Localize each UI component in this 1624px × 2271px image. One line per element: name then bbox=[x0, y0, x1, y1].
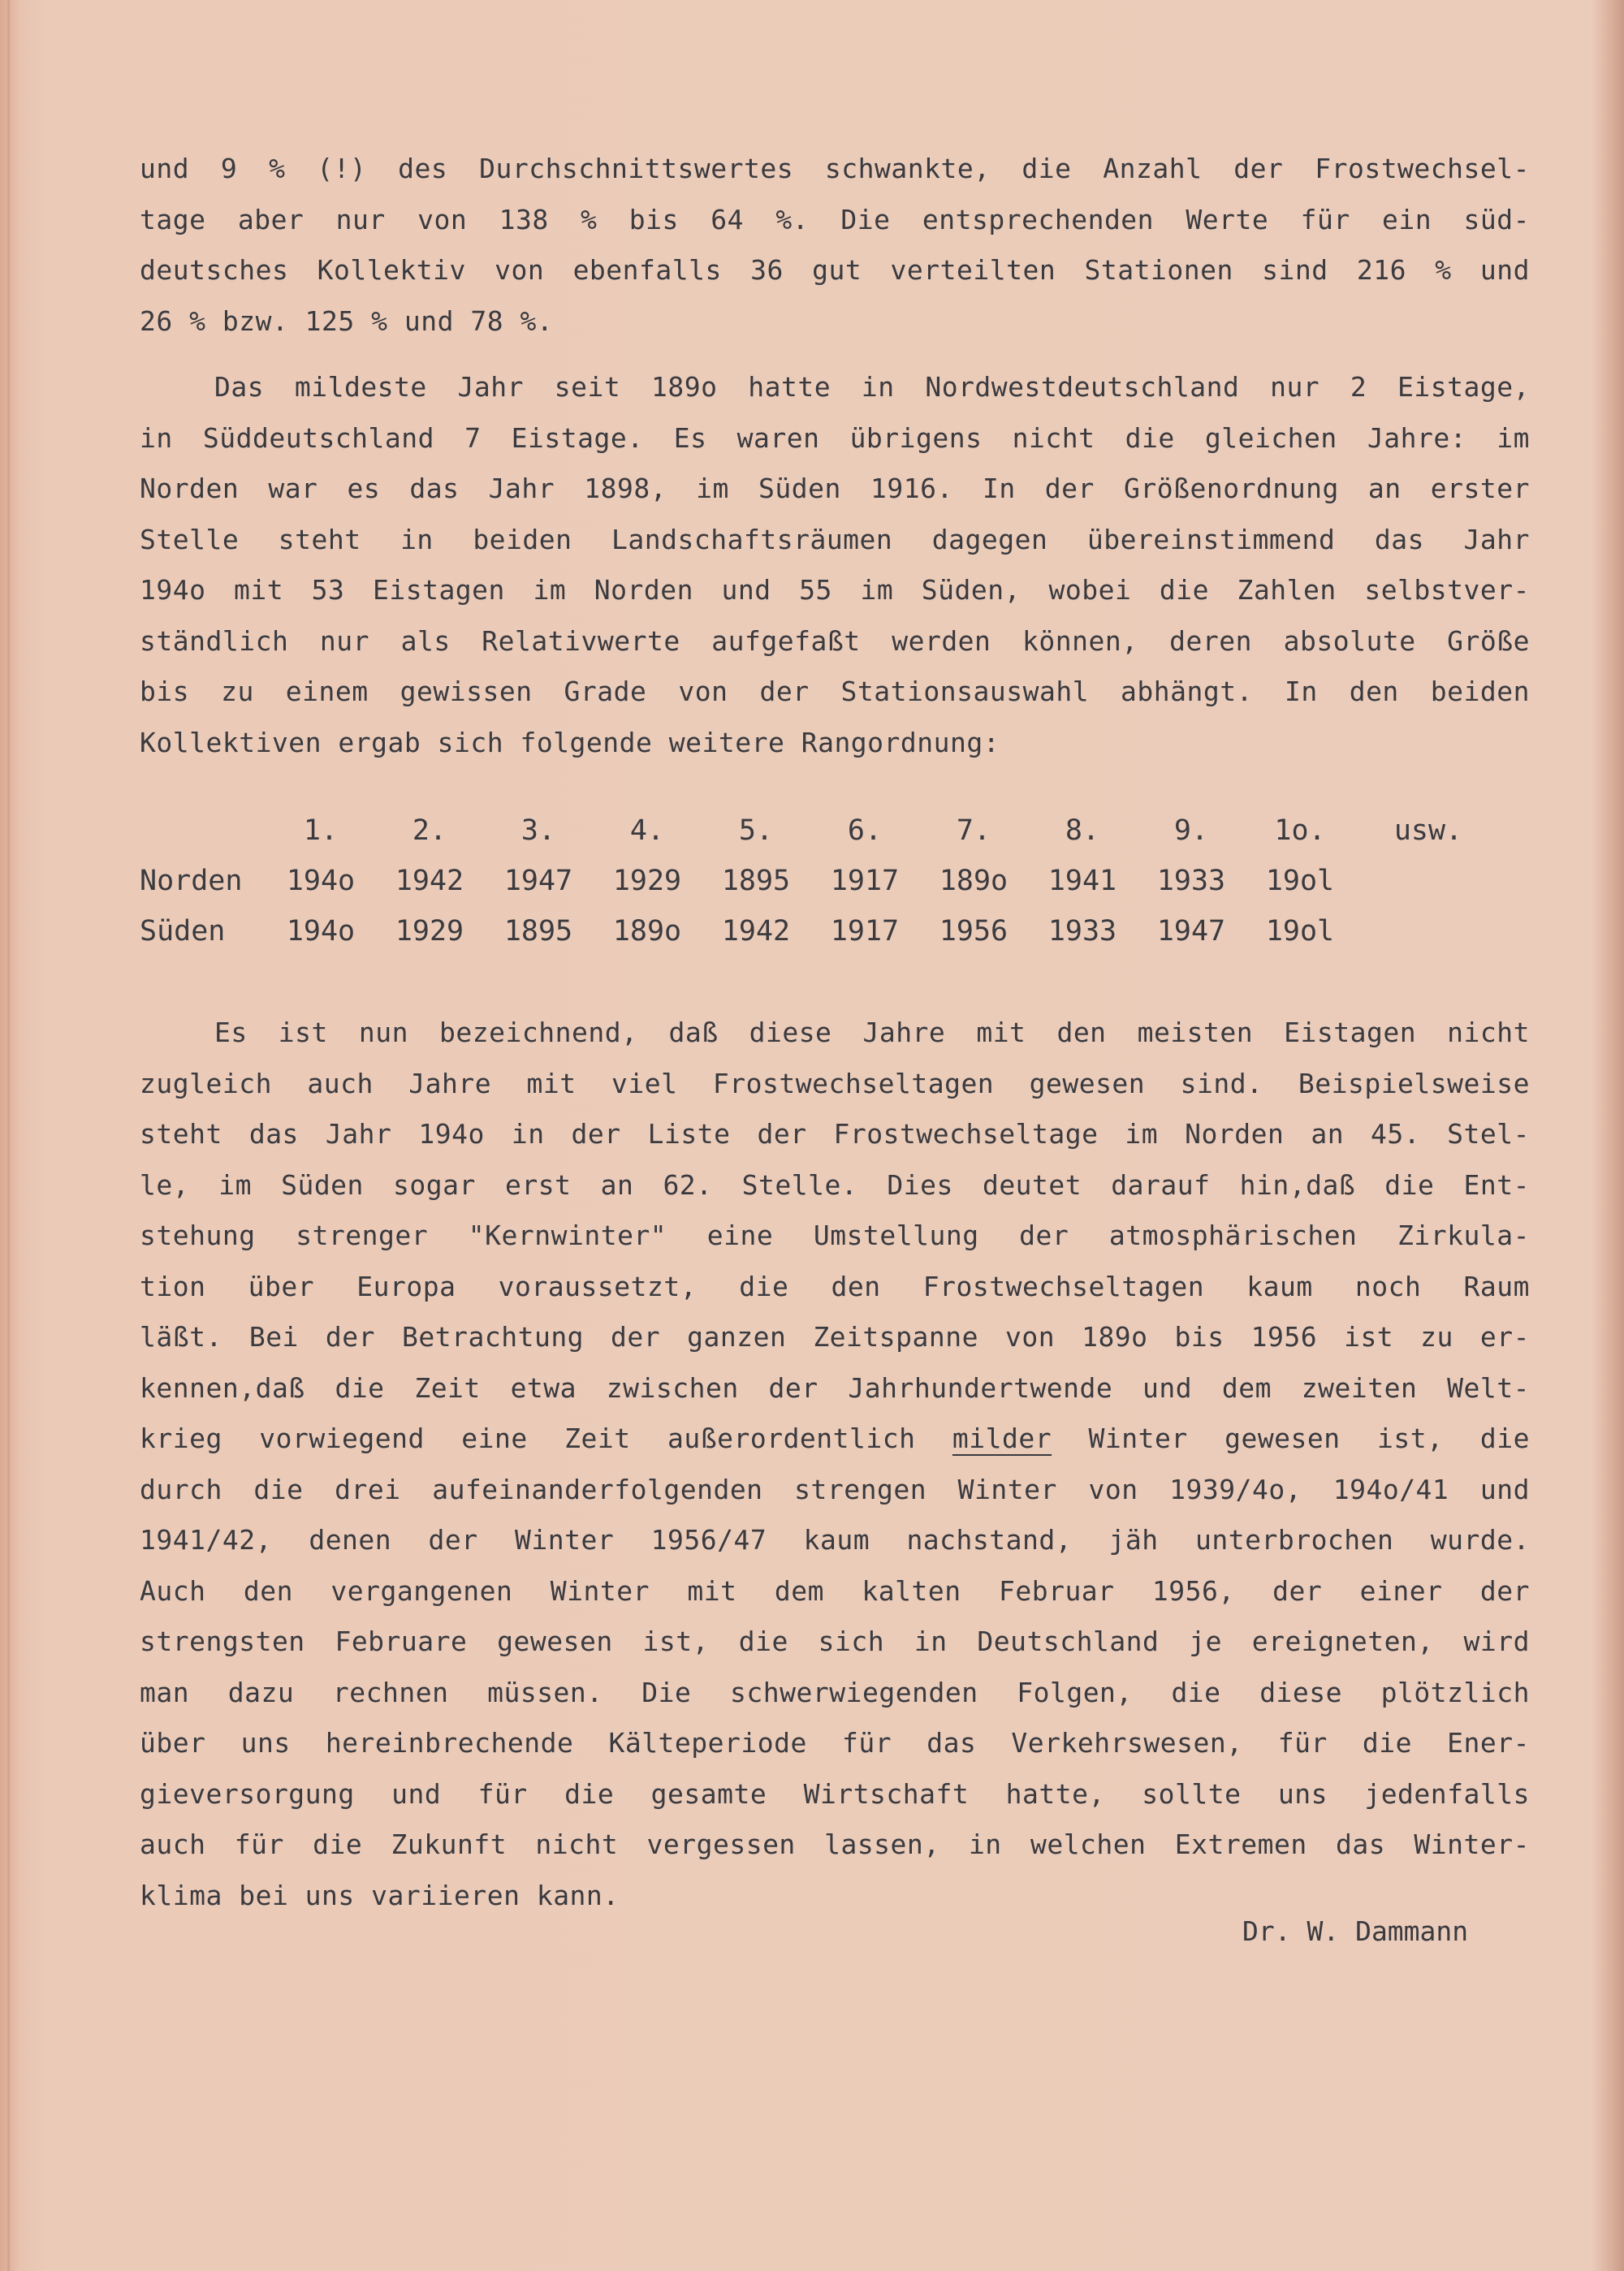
year-cell: 1956 bbox=[939, 915, 1009, 948]
text-line: man dazu rechnen müssen. Die schwerwiegenden Folgen, die diese plötzlich bbox=[140, 1676, 1530, 1708]
year-cell: 194o bbox=[286, 865, 356, 897]
year-cell: 1917 bbox=[830, 865, 900, 897]
year-cell: 189o bbox=[939, 865, 1009, 897]
text-line: deutsches Kollektiv von ebenfalls 36 gut verteilten Stationen sind 216 % und bbox=[140, 254, 1530, 286]
text-segment: krieg vorwiegend eine Zeit außerordentlich bbox=[140, 1423, 952, 1454]
rank-header: 5. bbox=[738, 814, 774, 847]
text-line: durch die drei aufeinanderfolgenden strengen Winter von 1939/4o, 194o/41 und bbox=[140, 1473, 1530, 1505]
year-cell: 19ol bbox=[1265, 915, 1335, 948]
text-line: gieversorgung und für die gesamte Wirtschaft hatte, sollte uns jedenfalls bbox=[140, 1777, 1530, 1810]
text-line: tion über Europa voraussetzt, die den Frostwechseltagen kaum noch Raum bbox=[140, 1270, 1530, 1302]
page-edge bbox=[7, 0, 10, 2271]
rank-header: 2. bbox=[412, 814, 447, 847]
text-line: kennen,daß die Zeit etwa zwischen der Jahrhundertwende und dem zweiten Welt- bbox=[140, 1371, 1530, 1404]
year-cell: 1929 bbox=[395, 915, 464, 948]
text-line: steht das Jahr 194o in der Liste der Frostwechseltage im Norden an 45. Stel- bbox=[140, 1118, 1530, 1150]
text-line: über uns hereinbrechende Kälteperiode für das Verkehrswesen, für die Ener- bbox=[140, 1727, 1530, 1759]
year-cell: 1895 bbox=[503, 915, 573, 948]
row-label: Norden bbox=[140, 865, 243, 897]
text-line: Kollektiven ergab sich folgende weitere Rangordnung: bbox=[140, 726, 1000, 758]
text-line: und 9 % (!) des Durchschnittswertes schwankte, die Anzahl der Frostwechsel- bbox=[140, 153, 1530, 184]
text-line: le, im Süden sogar erst an 62. Stelle. Dies deutet darauf hin,daß die Ent- bbox=[140, 1168, 1530, 1201]
text-line: bis zu einem gewissen Grade von der Stationsauswahl abhängt. In den beiden bbox=[140, 676, 1530, 707]
text-line-underlined bbox=[140, 1414, 1530, 1465]
row-label: Süden bbox=[140, 915, 226, 948]
text-line: stehung strenger "Kernwinter" eine Umstellung der atmosphärischen Zirkula- bbox=[140, 1220, 1530, 1251]
year-cell: 1942 bbox=[721, 915, 791, 948]
paragraph-2 bbox=[140, 362, 1530, 768]
text-line: auch für die Zukunft nicht vergessen lassen, in welchen Extremen das Winter- bbox=[140, 1828, 1530, 1860]
text-line: Das mildeste Jahr seit 189o hatte in Nordwestdeutschland nur 2 Eistage, bbox=[214, 371, 1530, 403]
text-line: klima bei uns variieren kann. bbox=[140, 1879, 620, 1911]
year-cell: 1929 bbox=[612, 865, 682, 897]
underlined-word: milder bbox=[952, 1423, 1052, 1454]
author-signature: Dr. W. Dammann bbox=[1242, 1915, 1469, 1947]
rank-header: 4. bbox=[629, 814, 665, 847]
paragraph-3 bbox=[140, 1008, 1530, 1921]
rank-header: usw. bbox=[1393, 814, 1463, 847]
text-line: 194o mit 53 Eistagen im Norden und 55 im Süden, wobei die Zahlen selbstver- bbox=[140, 574, 1530, 606]
text-line: ständlich nur als Relativwerte aufgefaßt werden können, deren absolute Größe bbox=[140, 624, 1530, 657]
year-cell: 1933 bbox=[1047, 915, 1117, 948]
text-line: Auch den vergangenen Winter mit dem kalten Februar 1956, der einer der bbox=[140, 1574, 1530, 1607]
text-line: Es ist nun bezeichnend, daß diese Jahre mit den meisten Eistagen nicht bbox=[214, 1017, 1530, 1048]
rank-header: 3. bbox=[520, 814, 556, 847]
text-line: 1941/42, denen der Winter 1956/47 kaum nachstand, jäh unterbrochen wurde. bbox=[140, 1524, 1530, 1556]
text-line: strengsten Februare gewesen ist, die sich in Deutschland je ereigneten, wird bbox=[140, 1626, 1530, 1657]
text-line: tage aber nur von 138 % bis 64 %. Die entsprechenden Werte für ein süd- bbox=[140, 203, 1530, 235]
text-line: Stelle steht in beiden Landschaftsräumen dagegen übereinstimmend das Jahr bbox=[140, 523, 1530, 555]
text-line: Norden war es das Jahr 1898, im Süden 1916. In der Größenordnung an erster bbox=[140, 473, 1530, 504]
year-cell: 1917 bbox=[830, 915, 900, 948]
year-cell: 1942 bbox=[395, 865, 464, 897]
text-line: zugleich auch Jahre mit viel Frostwechseltagen gewesen sind. Beispielsweise bbox=[140, 1067, 1530, 1099]
rank-header: 1o. bbox=[1274, 814, 1326, 847]
rank-header: 1. bbox=[303, 814, 339, 847]
year-cell: 1941 bbox=[1047, 865, 1117, 897]
year-cell: 1947 bbox=[1156, 915, 1226, 948]
rank-header: 9. bbox=[1173, 814, 1209, 847]
year-cell: 194o bbox=[286, 915, 356, 948]
year-cell: 1947 bbox=[503, 865, 573, 897]
text-line: in Süddeutschland 7 Eistage. Es waren übrigens nicht die gleichen Jahre: im bbox=[140, 421, 1530, 454]
text-line: 26 % bzw. 125 % und 78 %. bbox=[140, 304, 554, 337]
text-line: läßt. Bei der Betrachtung der ganzen Zeitspanne von 189o bis 1956 ist zu er- bbox=[140, 1321, 1530, 1353]
text-segment: Winter gewesen ist, die bbox=[1052, 1423, 1530, 1454]
year-cell: 19ol bbox=[1265, 865, 1335, 897]
year-cell: 1933 bbox=[1156, 865, 1226, 897]
rank-header: 7. bbox=[956, 814, 991, 847]
year-cell: 1895 bbox=[721, 865, 791, 897]
rank-header: 8. bbox=[1065, 814, 1100, 847]
rank-header: 6. bbox=[847, 814, 883, 847]
year-cell: 189o bbox=[612, 915, 682, 948]
paragraph-1 bbox=[140, 144, 1530, 347]
